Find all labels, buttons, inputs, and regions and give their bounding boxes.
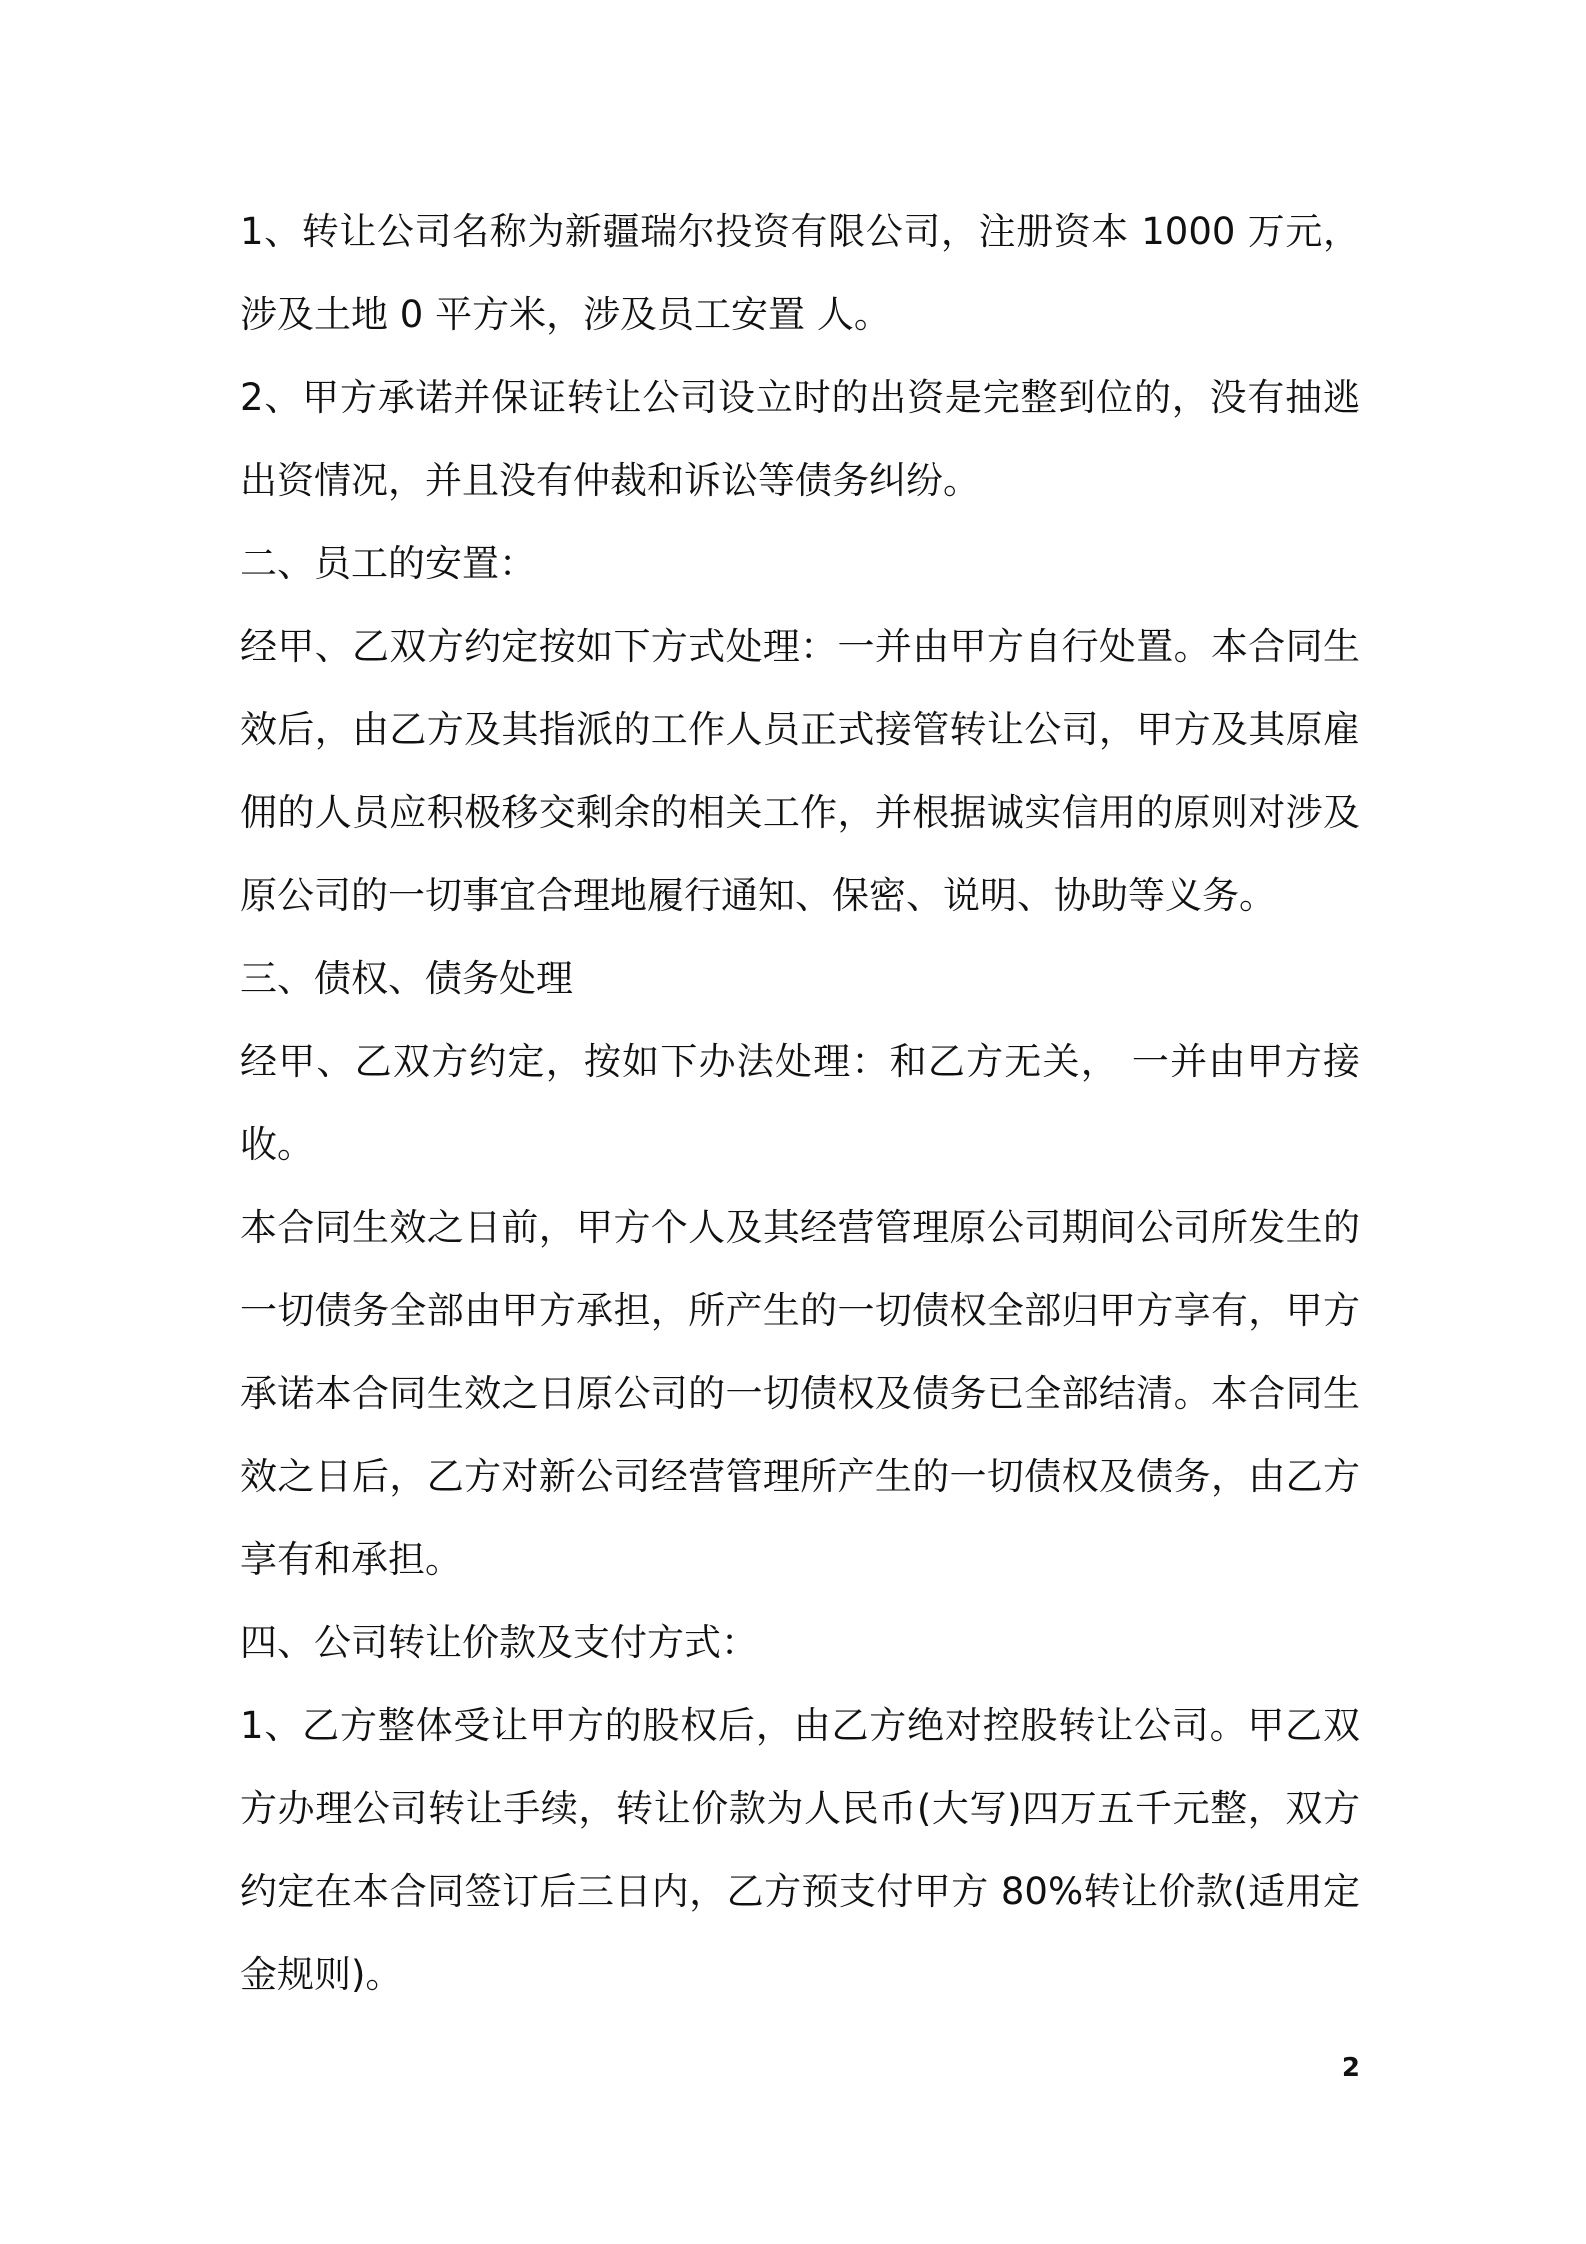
paragraph-employee-handling: 经甲、乙双方约定按如下方式处理：一并由甲方自行处置。本合同生效后，由乙方及其指派的工作人员正式接管转让公司，甲方及其原雇佣的人员应积极移交剩余的相关工作，并根据诚实信用的原则对涉及原公司的一切事宜合理地履行通知、保密、说明、协助等义务。 [240, 625, 1360, 917]
page-number: 2 [1341, 2053, 1360, 2083]
heading-transfer-price: 四、公司转让价款及支付方式： [240, 1621, 758, 1664]
paragraph-debt-responsibility: 本合同生效之日前，甲方个人及其经营管理原公司期间公司所发生的一切债务全部由甲方承担，所产生的一切债权全部归甲方享有，甲方承诺本合同生效之日原公司的一切债权及债务已全部结清。本合同生效之日后，乙方对新公司经营管理所产生的一切债权及债务，由乙方享有和承担。 [240, 1206, 1360, 1581]
paragraph-debt-agreement: 经甲、乙双方约定，按如下办法处理：和乙方无关， 一并由甲方接收。 [240, 1040, 1360, 1166]
heading-debt-handling: 三、债权、债务处理 [240, 957, 573, 1000]
heading-employee-placement: 二、员工的安置： [240, 542, 536, 585]
paragraph-company-name: 1、转让公司名称为新疆瑞尔投资有限公司，注册资本 1000 万元，涉及土地 0 平方米，涉及员工安置 人。 [240, 210, 1360, 336]
paragraph-capital-guarantee: 2、甲方承诺并保证转让公司设立时的出资是完整到位的，没有抽逃出资情况，并且没有仲裁和诉讼等债务纠纷。 [240, 376, 1360, 502]
document-body [240, 190, 1360, 2016]
paragraph-transfer-payment: 1、乙方整体受让甲方的股权后，由乙方绝对控股转让公司。甲乙双方办理公司转让手续，转让价款为人民币(大写)四万五千元整，双方约定在本合同签订后三日内，乙方预支付甲方 80%转让价款(适用定金规则)。 [240, 1704, 1360, 1996]
